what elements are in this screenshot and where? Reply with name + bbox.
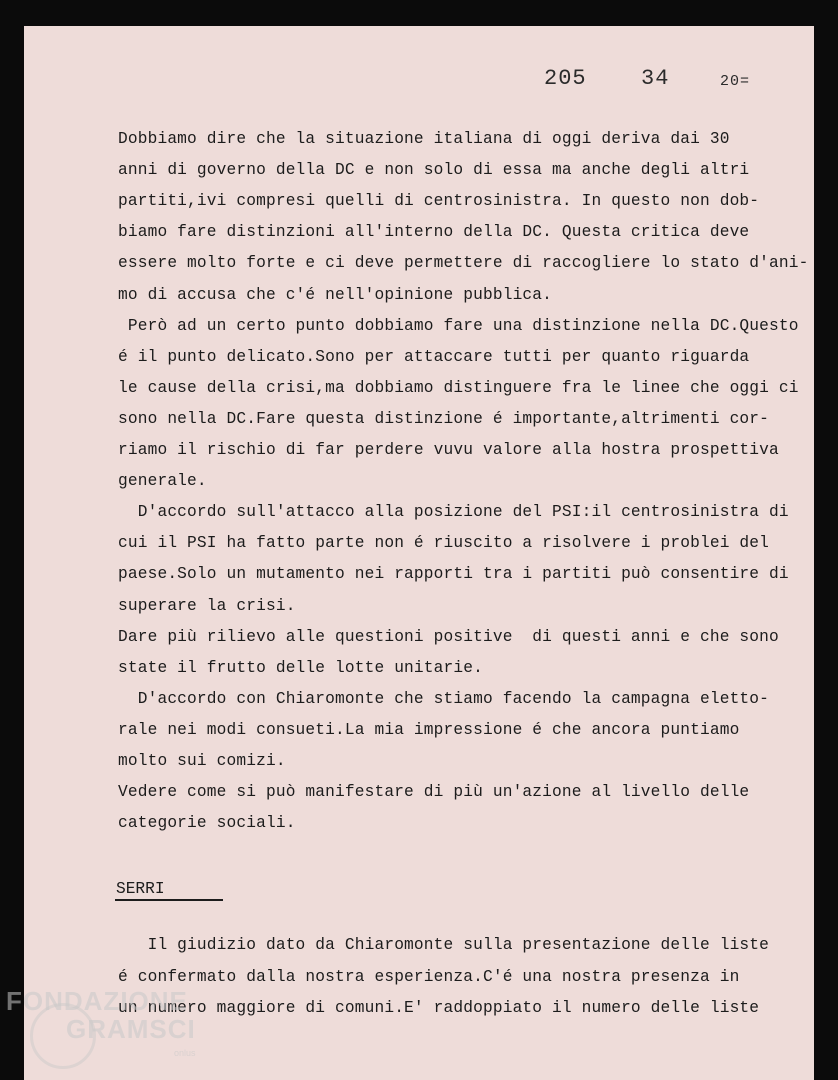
text-line: molto sui comizi. [118,752,286,770]
section-heading-underline [115,899,223,901]
text-line: Vedere come si può manifestare di più un'azione al livello delle [118,783,750,802]
text-line: é il punto delicato.Sono per attaccare tutti per quanto riguarda [118,347,750,366]
section-text-line: é confermato dalla nostra esperienza.C'é una nostra presenza in [118,967,740,986]
watermark-line-1: FONDAZIONE [6,986,188,1016]
text-line: generale. [118,472,207,491]
text-line: D'accordo con Chiaromonte che stiamo facendo la campagna eletto- [118,689,770,708]
text-line: D'accordo sull'attacco alla posizione del PSI:il centrosinistra di [118,503,789,522]
watermark [6,986,196,1058]
text-line: rale nei modi consueti.La mia impressione é che ancora puntiamo [118,720,740,739]
document-page [24,26,814,1080]
text-line: superare la crisi. [118,596,296,615]
page-number: 20= [720,73,751,90]
text-line: le cause della crisi,ma dobbiamo distinguere fra le linee che oggi ci [118,378,799,397]
text-line: mo di accusa che c'é nell'opinione pubblica. [118,285,553,304]
watermark-line-2: GRAMSCI [66,1014,196,1044]
section-heading: SERRI [116,880,165,898]
text-line: riamo il rischio di far perdere vuvu valore alla hostra prospettiva [118,441,779,459]
text-line: anni di governo della DC e non solo di essa ma anche degli altri [118,161,750,180]
archive-number-secondary: 34 [641,66,670,91]
text-line: paese.Solo un mutamento nei rapporti tra i partiti può consentire di [118,565,789,584]
text-line: partiti,ivi compresi quelli di centrosinistra. In questo non dob- [118,192,760,211]
section-text-line: Il giudizio dato da Chiaromonte sulla presentazione delle liste [118,936,770,954]
text-line: Però ad un certo punto dobbiamo fare una distinzione nella DC.Questo [118,316,799,335]
text-line: sono nella DC.Fare questa distinzione é importante,altrimenti cor- [118,409,770,428]
text-line: essere molto forte e ci deve permettere di raccogliere lo stato d'ani- [118,254,809,273]
text-line: biamo fare distinzioni all'interno della DC. Questa critica deve [118,223,750,242]
text-line: Dobbiamo dire che la situazione italiana di oggi deriva dai 30 [118,130,730,148]
archive-number-primary: 205 [544,66,587,91]
text-line: Dare più rilievo alle questioni positive di questi anni e che sono [118,627,779,646]
section-text-line: un numero maggiore di comuni.E' raddoppiato il numero delle liste [118,999,760,1017]
watermark-line-3: onlus [174,1048,196,1058]
text-line: state il frutto delle lotte unitarie. [118,658,483,677]
text-line: cui il PSI ha fatto parte non é riuscito a risolvere i problei del [118,534,770,553]
text-line: categorie sociali. [118,814,296,833]
